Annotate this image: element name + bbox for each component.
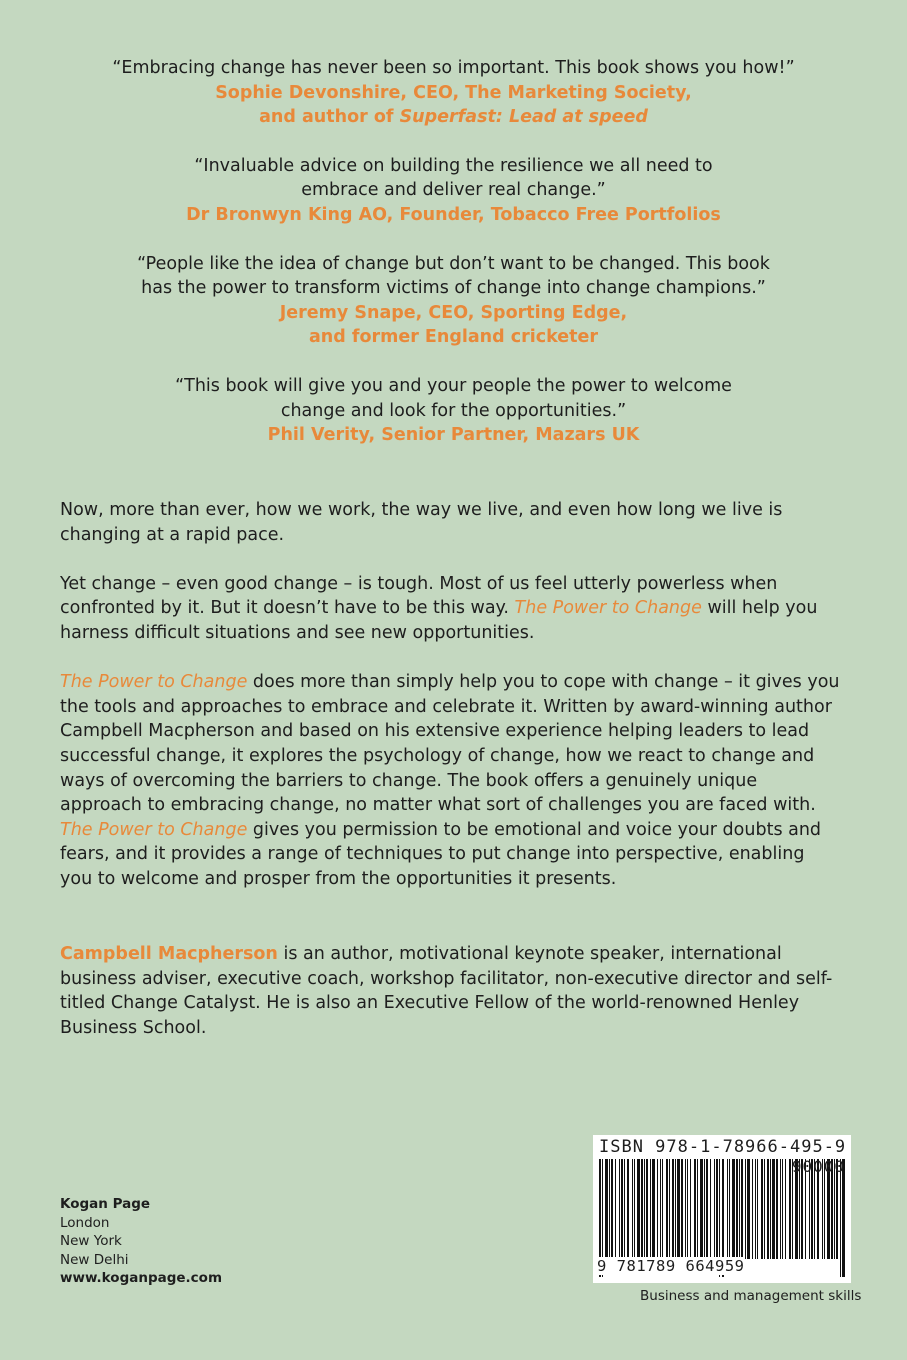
barcode-bar	[675, 1159, 676, 1259]
isbn-label: ISBN 978-1-78966-495-9	[599, 1137, 847, 1157]
endorsement-2	[0, 154, 907, 228]
quote-attribution: Dr Bronwyn King AO, Founder, Tobacco Free Portfolios	[186, 204, 721, 225]
barcode-bar	[782, 1159, 783, 1259]
barcode-bar	[706, 1159, 708, 1259]
quote-text: “Embracing change has never been so important. This book shows you how!”	[112, 58, 795, 78]
barcode-bar	[611, 1159, 613, 1259]
publisher-website[interactable]: www.koganpage.com	[60, 1270, 223, 1286]
quote-text: change and look for the opportunities.”	[280, 400, 627, 421]
quote-attribution: and author of Superfast: Lead at speed	[259, 107, 648, 128]
quote-text: “Invaluable advice on building the resilience we all need to	[194, 155, 713, 176]
barcode-bar	[747, 1159, 750, 1259]
description-paragraph-3: The Power to Change does more than simply help you to cope with change – it gives you the tools and approaches to embrace and celebrate it. Written by award-winning author Campbell Macpherson and based on his extensive experience helping leaders to lead successful change, it explores the psychology of change, how we react to change and ways of overcoming the barriers to change. The book offers a genuinely unique approach to embracing change, no matter what sort of challenges you are faced with. The Power to Change gives you permission to be emotional and voice your doubts and fears, and it provides a range of techniques to put change into perspective, enabling you to welcome and prosper from the opportunities it presents.	[60, 672, 840, 889]
barcode-bar	[662, 1159, 663, 1259]
barcode-bar	[789, 1159, 791, 1259]
barcode-bar	[700, 1159, 703, 1259]
barcode-bar	[619, 1159, 620, 1259]
barcode-bar	[637, 1159, 640, 1259]
barcode-bar	[669, 1159, 670, 1259]
book-category: Business and management skills	[640, 1288, 862, 1304]
barcode-bar	[621, 1159, 623, 1259]
endorsements	[0, 56, 907, 472]
book-title-ref: The Power to Change	[514, 598, 702, 619]
quote-attribution: Jeremy Snape, CEO, Sporting Edge,	[279, 302, 628, 323]
quote-text: embrace and deliver real change.”	[301, 180, 606, 201]
barcode-bar	[755, 1159, 756, 1259]
barcode-bar	[757, 1159, 758, 1259]
quote-text: “This book will give you and your people the power to welcome	[175, 375, 732, 396]
endorsement-4	[0, 374, 907, 448]
author-bio: Campbell Macpherson is an author, motivational keynote speaker, international business adviser, executive coach, workshop facilitator, non-executive director and self-titled Change Catalyst. He is also an Executive Fellow of the world-renowned Henley Business School.	[60, 944, 833, 1038]
barcode-bar	[641, 1159, 643, 1259]
barcode-bar	[624, 1159, 625, 1259]
author-name: Campbell Macpherson	[60, 944, 278, 964]
book-description	[60, 498, 840, 916]
quote-text: has the power to transform victims of change into change champions.”	[141, 278, 766, 299]
barcode-bar	[666, 1159, 668, 1259]
barcode-bar	[681, 1159, 683, 1259]
barcode-bar	[736, 1159, 738, 1259]
barcode-bar	[785, 1159, 786, 1259]
barcode-bar	[776, 1159, 778, 1259]
barcode-bar	[714, 1159, 715, 1259]
barcode-bar	[615, 1159, 616, 1259]
book-title-ref: The Power to Change	[60, 672, 248, 693]
barcode-bar	[632, 1159, 633, 1259]
barcode-bar	[770, 1159, 771, 1259]
barcode-bar	[745, 1159, 746, 1259]
barcode-bar	[727, 1159, 728, 1259]
barcode-bar	[716, 1159, 718, 1259]
barcode-bar	[704, 1159, 705, 1259]
publisher-city: New York	[60, 1233, 122, 1249]
barcode-bar	[739, 1159, 740, 1259]
price-code: 90000	[791, 1157, 845, 1176]
isbn-barcode	[593, 1135, 851, 1283]
barcode-bar	[761, 1159, 763, 1259]
quote-attribution: and former England cricketer	[308, 327, 599, 348]
barcode-bar	[605, 1159, 608, 1259]
barcode-bar	[627, 1159, 629, 1259]
quote-attribution: Phil Verity, Senior Partner, Mazars UK	[267, 425, 640, 446]
barcode-bar	[685, 1159, 686, 1259]
barcode-bar	[710, 1159, 711, 1259]
barcode-bar	[690, 1159, 691, 1259]
barcode-bar	[697, 1159, 698, 1259]
barcode-bar	[646, 1159, 648, 1259]
barcode-bar	[752, 1159, 753, 1259]
isbn-digits: 9 781789 664959	[597, 1257, 745, 1275]
barcode-bar	[741, 1159, 743, 1259]
publisher-block	[60, 1195, 222, 1288]
barcode-bar	[842, 1159, 845, 1277]
barcode-bar	[660, 1159, 661, 1259]
endorsement-3	[0, 252, 907, 350]
barcode-bar	[780, 1159, 781, 1259]
barcode-bar	[634, 1159, 635, 1259]
barcode-bar	[764, 1159, 765, 1259]
publisher-city: London	[60, 1214, 110, 1231]
barcode-bar	[694, 1159, 696, 1259]
barcode-bar	[672, 1159, 674, 1259]
quote-text: “People like the idea of change but don’t want to be changed. This book	[137, 253, 770, 274]
barcode-bar	[650, 1159, 651, 1259]
barcode-bar	[767, 1159, 769, 1259]
barcode-bar	[609, 1159, 610, 1259]
publisher-city: New Delhi	[60, 1251, 129, 1268]
quote-attribution: Sophie Devonshire, CEO, The Marketing Society,	[215, 82, 692, 103]
barcode-bar	[772, 1159, 775, 1259]
barcode-bar	[687, 1159, 688, 1259]
endorsement-1	[0, 56, 907, 130]
publisher-name: Kogan Page	[60, 1196, 151, 1212]
barcode-bar	[644, 1159, 645, 1259]
barcode-bar	[732, 1159, 735, 1259]
description-paragraph-2: Yet change – even good change – is tough. Most of us feel utterly powerless when confronted by it. But it doesn’t have to be this way. The Power to Change will help you harness difficult situations and see new opportunities.	[60, 573, 818, 643]
barcode-bar	[840, 1159, 841, 1277]
barcode-bar	[652, 1159, 655, 1259]
description-paragraph-1: Now, more than ever, how we work, the way we live, and even how long we live is changing at a rapid pace.	[60, 500, 783, 545]
barcode-bar	[657, 1159, 658, 1259]
barcode-bar	[677, 1159, 680, 1259]
book-title-ref: The Power to Change	[60, 819, 248, 840]
barcode-bar	[729, 1159, 730, 1259]
